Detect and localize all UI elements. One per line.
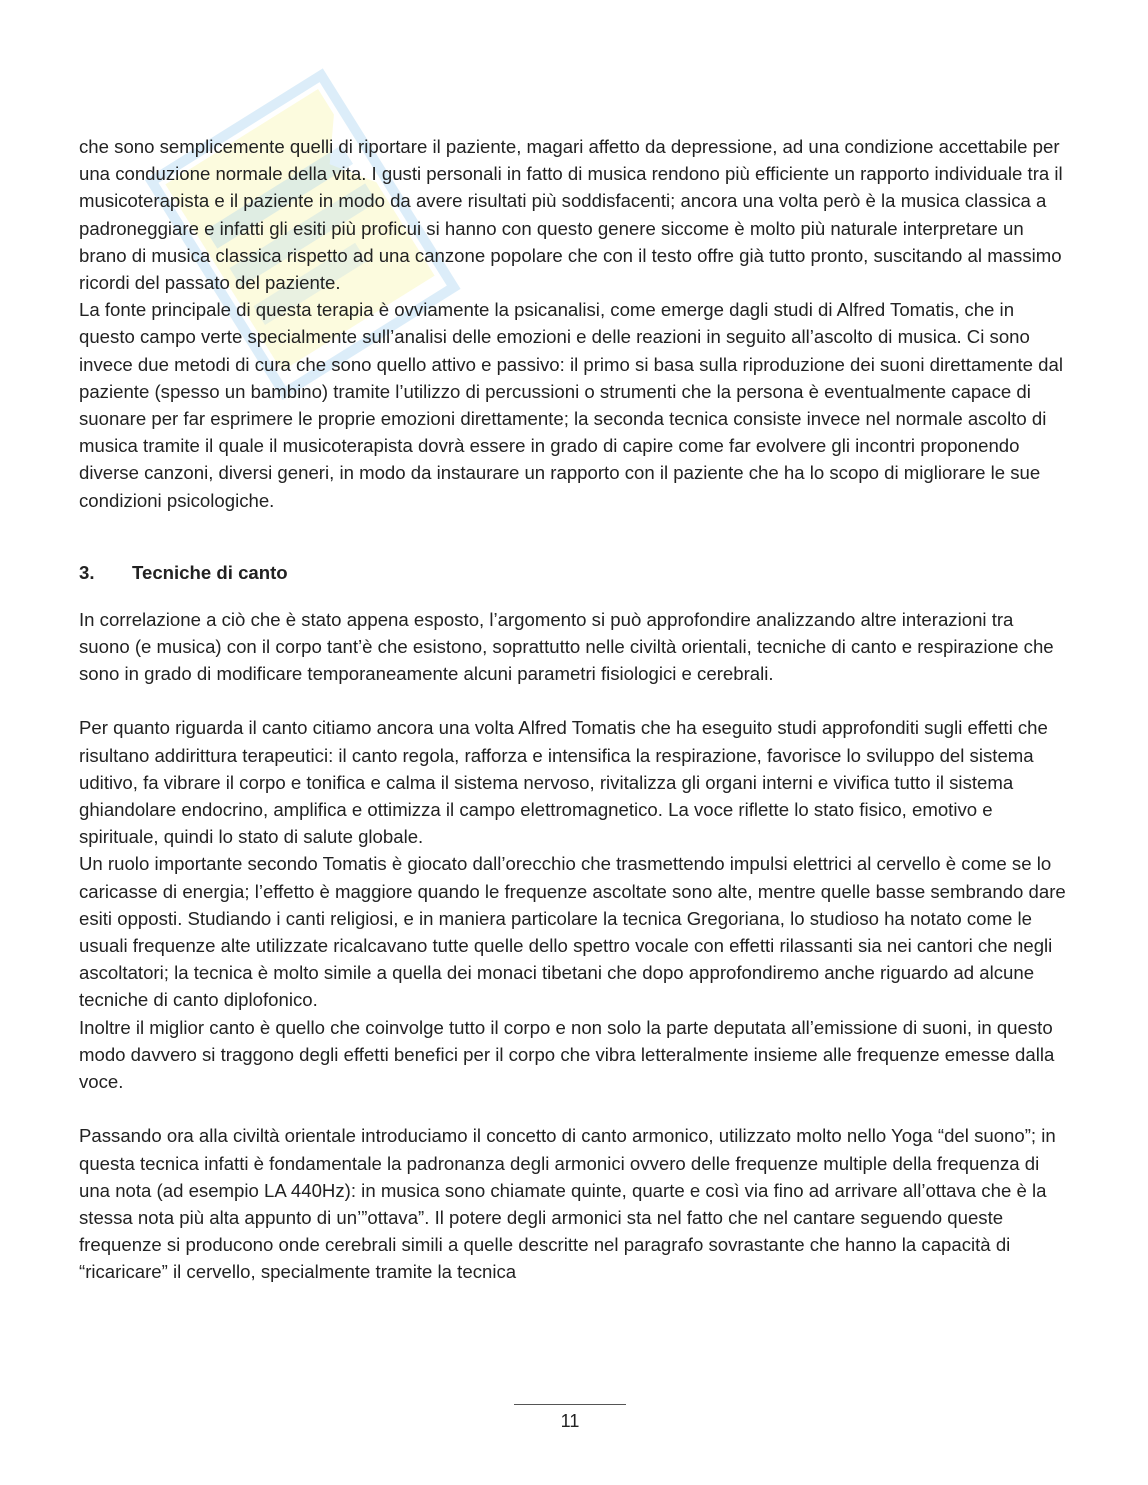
- paragraph: Un ruolo importante secondo Tomatis è giocato dall’orecchio che trasmettendo impulsi elettrici al cervello è come se lo caricasse di energia; l’effetto è maggiore quando le frequenze ascoltate sono alte, mentre quelle basse sembrando dare esiti opposti. Studiando i canti religiosi, e in maniera particolare la tecnica Gregoriana, lo studioso ha notato come le usuali frequenze alte utilizzate ricalcavano tutte quelle dello spettro vocale con effetti rilassanti sia nei cantori che negli ascoltatori; la tecnica è molto simile a quella dei monaci tibetani che dopo approfondiremo anche riguardo ad alcune tecniche di canto diplofonico.: [79, 853, 1066, 1011]
- paragraph: La fonte principale di questa terapia è ovviamente la psicanalisi, come emerge dagli studi di Alfred Tomatis, che in questo campo verte specialmente sull’analisi delle emozioni e delle reazioni in seguito all’ascolto di musica. Ci sono invece due metodi di cura che sono quello attivo e passivo: il primo si basa sulla riproduzione dei suoni direttamente dal paziente (spesso un bambino) tramite l’utilizzo di percussioni o strumenti che la persona è eventualmente capace di suonare per far esprimere le proprie emozioni direttamente; la seconda tecnica consiste invece nel normale ascolto di musica tramite il quale il musicoterapista dovrà essere in grado di capire come far evolvere gli incontri proponendo diverse canzoni, diversi generi, in modo da instaurare un rapporto con il paziente che ha lo scopo di migliorare le sue condizioni psicologiche.: [79, 299, 1063, 511]
- paragraph: Per quanto riguarda il canto citiamo ancora una volta Alfred Tomatis che ha eseguito studi approfonditi sugli effetti che risultano addirittura terapeutici: il canto regola, rafforza e intensifica la respirazione, favorisce lo sviluppo del sistema uditivo, fa vibrare il corpo e tonifica e calma il sistema nervoso, rivitalizza gli organi interni e vivifica tutto il sistema ghiandolare endocrino, amplifica e ottimizza il campo elettromagnetico. La voce riflette lo stato fisico, emotivo e spirituale, quindi lo stato di salute globale.: [79, 717, 1048, 848]
- section-title: Tecniche di canto: [132, 561, 288, 583]
- page-footer: [514, 1404, 626, 1432]
- paragraph: che sono semplicemente quelli di riportare il paziente, magari affetto da depressione, ad una condizione accettabile per una conduzione normale della vita. I gusti personali in fatto di musica rendono più efficiente un rapporto individuale tra il musicoterapista e il paziente in modo da avere risultati più soddisfacenti; ancora una volta però è la musica classica a padroneggiare e infatti gli esiti più proficui si hanno con questo genere siccome è molto più naturale interpretare un brano di musica classica rispetto ad una canzone popolare che con il testo offre già tutto pronto, suscitando al massimo ricordi del passato del paziente.: [79, 136, 1063, 294]
- paragraph: In correlazione a ciò che è stato appena esposto, l’argomento si può approfondire analizzando altre interazioni tra suono (e musica) con il corpo tant’è che esistono, soprattutto nelle civiltà orientali, tecniche di canto e respirazione che sono in grado di modificare temporaneamente alcuni parametri fisiologici e cerebrali.: [79, 608, 1054, 685]
- section-heading: [79, 559, 1069, 586]
- paragraph: Inoltre il miglior canto è quello che coinvolge tutto il corpo e non solo la parte deputata all’emissione di suoni, in questo modo davvero si traggono degli effetti benefici per il corpo che vibra letteralmente insieme alle frequenze emesse dalla voce.: [79, 1016, 1055, 1093]
- section-number: 3.: [79, 561, 95, 583]
- paragraph: Passando ora alla civiltà orientale introduciamo il concetto di canto armonico, utilizzato molto nello Yoga “del suono”; in questa tecnica infatti è fondamentale la padronanza degli armonici ovvero delle frequenze multiple della frequenza di una nota (ad esempio LA 440Hz): in musica sono chiamate quinte, quarte e così via fino ad arrivare all’ottava che è la stessa nota più alta appunto di un’”ottava”. Il potere degli armonici sta nel fatto che nel cantare seguendo queste frequenze si producono onde cerebrali simili a quelle descritte nel paragrafo sovrastante che hanno la capacità di “ricaricare” il cervello, specialmente tramite la tecnica: [79, 1125, 1056, 1283]
- page-number: 11: [560, 1411, 580, 1431]
- document-body: [79, 133, 1069, 1286]
